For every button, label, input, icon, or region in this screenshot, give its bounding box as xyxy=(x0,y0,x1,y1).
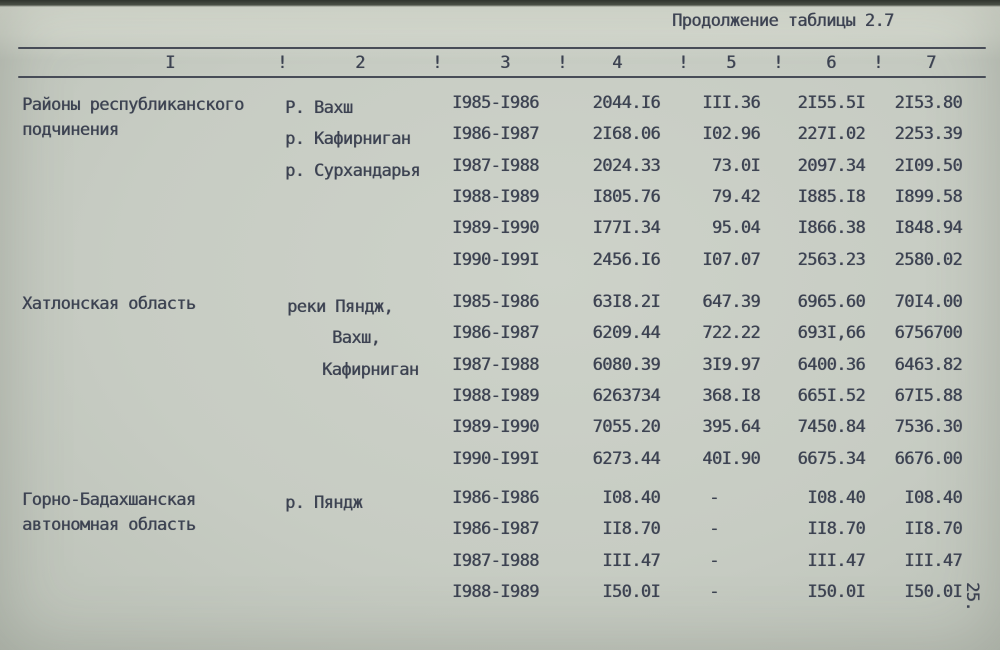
value-cell: I805.76 xyxy=(592,186,660,207)
value-cell: 70I4.00 xyxy=(894,292,962,312)
value-cell: 73.0I xyxy=(711,155,760,176)
table-header-rule xyxy=(18,76,986,78)
header-separator: ! xyxy=(432,53,442,73)
river-name-line: Р. Вахш xyxy=(285,98,353,118)
table-row xyxy=(0,187,1000,218)
table-row xyxy=(0,218,1000,249)
year-range-cell: I987-I988 xyxy=(452,550,539,571)
river-name-line: Вахш, xyxy=(332,328,381,349)
value-cell: I02.96 xyxy=(702,124,760,145)
table-row xyxy=(0,124,1000,155)
value-cell: I50.0I xyxy=(602,581,660,602)
table-top-rule xyxy=(18,47,986,49)
value-cell: I77I.34 xyxy=(592,218,660,239)
value-cell: 6676.00 xyxy=(894,448,962,469)
value-cell: 2044.I6 xyxy=(592,93,660,113)
column-number-I: I xyxy=(165,53,175,73)
value-cell: 2I09.50 xyxy=(894,155,962,176)
value-cell: I08.40 xyxy=(602,488,660,508)
year-range-cell: I986-I987 xyxy=(452,124,539,145)
value-cell: II8.70 xyxy=(807,519,865,540)
page-number: 25. xyxy=(962,582,982,611)
river-name-line: реки Пяндж, xyxy=(287,297,393,317)
value-cell: III.36 xyxy=(702,93,760,113)
table-row xyxy=(0,386,1000,417)
header-separator: ! xyxy=(277,53,287,73)
year-range-cell: I985-I986 xyxy=(452,93,539,113)
value-cell: 79.42 xyxy=(711,186,760,207)
value-cell: 2563.23 xyxy=(797,249,865,270)
value-cell: 63I8.2I xyxy=(592,292,660,312)
value-cell: III.47 xyxy=(904,550,962,571)
value-cell: 3I9.97 xyxy=(702,354,760,375)
year-range-cell: I985-I986 xyxy=(452,292,539,312)
value-cell: 2580.02 xyxy=(894,249,962,270)
header-separator: ! xyxy=(773,53,783,73)
value-cell: 368.I8 xyxy=(702,385,760,406)
value-cell: I08.40 xyxy=(807,488,865,508)
column-number-6: 6 xyxy=(826,53,836,73)
region-block xyxy=(0,93,1000,281)
value-cell: 2I53.80 xyxy=(894,93,962,113)
scan-edge xyxy=(0,0,1000,7)
value-cell: 7055.20 xyxy=(592,417,660,438)
year-range-cell: I988-I989 xyxy=(452,186,539,207)
year-range-cell: I988-I989 xyxy=(452,581,539,602)
value-cell: 2456.I6 xyxy=(592,249,660,270)
value-cell: 2I68.06 xyxy=(592,124,660,145)
value-cell: 693I,66 xyxy=(797,323,865,344)
value-cell: 6209.44 xyxy=(592,323,660,344)
region-name-line: Районы республиканского xyxy=(22,95,244,115)
value-cell: III.47 xyxy=(807,550,865,571)
year-range-cell: I987-I988 xyxy=(452,155,539,176)
region-block xyxy=(0,292,1000,480)
year-range-cell: I988-I989 xyxy=(452,385,539,406)
region-block xyxy=(0,488,1000,613)
column-number-7: 7 xyxy=(926,53,936,73)
value-cell: 6756700 xyxy=(894,323,962,344)
value-cell: II8.70 xyxy=(602,519,660,540)
table-row xyxy=(0,292,1000,323)
table-row xyxy=(0,417,1000,448)
value-cell: 6400.36 xyxy=(797,354,865,375)
value-cell: 2097.34 xyxy=(797,155,865,176)
river-name-line: Кафирниган xyxy=(322,359,419,380)
column-number-3: 3 xyxy=(500,53,510,73)
table-row xyxy=(0,323,1000,354)
table-row xyxy=(0,156,1000,187)
year-range-cell: I989-I990 xyxy=(452,417,539,438)
column-number-5: 5 xyxy=(726,53,736,73)
value-cell: III.47 xyxy=(602,550,660,571)
column-number-2: 2 xyxy=(355,53,365,73)
region-name-line: Горно-Бадахшанская xyxy=(22,490,196,510)
year-range-cell: I990-I99I xyxy=(452,249,539,270)
value-cell: 7536.30 xyxy=(894,417,962,438)
year-range-cell: I990-I99I xyxy=(452,448,539,469)
value-cell: 2253.39 xyxy=(894,124,962,145)
table-row xyxy=(0,93,1000,124)
value-cell: 6273.44 xyxy=(592,448,660,469)
year-range-cell: I986-I987 xyxy=(452,519,539,540)
value-cell: I07.07 xyxy=(702,249,760,270)
value-cell: 647.39 xyxy=(702,292,760,312)
header-separator: ! xyxy=(557,53,567,73)
value-cell: 395.64 xyxy=(702,417,760,438)
value-cell: I08.40 xyxy=(904,488,962,508)
value-cell: 6675.34 xyxy=(797,448,865,469)
empty-value-dash: - xyxy=(709,581,719,602)
table-row xyxy=(0,449,1000,480)
value-cell: 40I.90 xyxy=(702,448,760,469)
value-cell: 6463.82 xyxy=(894,354,962,375)
value-cell: 95.04 xyxy=(711,218,760,239)
table-row xyxy=(0,250,1000,281)
river-name-line: р. Пяндж xyxy=(285,493,363,513)
header-separator: ! xyxy=(873,53,883,73)
value-cell: 67I5.88 xyxy=(894,385,962,406)
value-cell: I899.58 xyxy=(894,186,962,207)
table-row xyxy=(0,355,1000,386)
year-range-cell: I986-I987 xyxy=(452,323,539,344)
table-row xyxy=(0,488,1000,519)
empty-value-dash: - xyxy=(709,488,719,508)
value-cell: II8.70 xyxy=(904,519,962,540)
value-cell: 2I55.5I xyxy=(797,93,865,113)
value-cell: 227I.02 xyxy=(797,124,865,145)
year-range-cell: I986-I986 xyxy=(452,488,539,508)
value-cell: 6080.39 xyxy=(592,354,660,375)
value-cell: I866.38 xyxy=(797,218,865,239)
table-continuation-title: Продолжение таблицы 2.7 xyxy=(672,11,894,31)
value-cell: I50.0I xyxy=(807,581,865,602)
value-cell: 2024.33 xyxy=(592,155,660,176)
value-cell: 6263734 xyxy=(592,385,660,406)
river-name-line: р. Кафирниган xyxy=(285,129,411,150)
region-name-line: подчинения xyxy=(22,120,119,140)
table-row xyxy=(0,551,1000,582)
value-cell: I885.I8 xyxy=(797,186,865,207)
region-name-line: Хатлонская область xyxy=(22,294,196,314)
column-number-4: 4 xyxy=(612,53,622,73)
river-name-line: р. Сурхандарья xyxy=(285,160,420,181)
value-cell: 722.22 xyxy=(702,323,760,344)
value-cell: I848.94 xyxy=(894,218,962,239)
value-cell: 665I.52 xyxy=(797,385,865,406)
table-row xyxy=(0,582,1000,613)
value-cell: 7450.84 xyxy=(797,417,865,438)
value-cell: 6965.60 xyxy=(797,292,865,312)
empty-value-dash: - xyxy=(709,519,719,540)
region-name-line: автономная область xyxy=(22,515,196,535)
table-row xyxy=(0,519,1000,550)
year-range-cell: I989-I990 xyxy=(452,218,539,239)
empty-value-dash: - xyxy=(709,550,719,571)
year-range-cell: I987-I988 xyxy=(452,354,539,375)
header-separator: ! xyxy=(678,53,688,73)
value-cell: I50.0I xyxy=(904,581,962,602)
